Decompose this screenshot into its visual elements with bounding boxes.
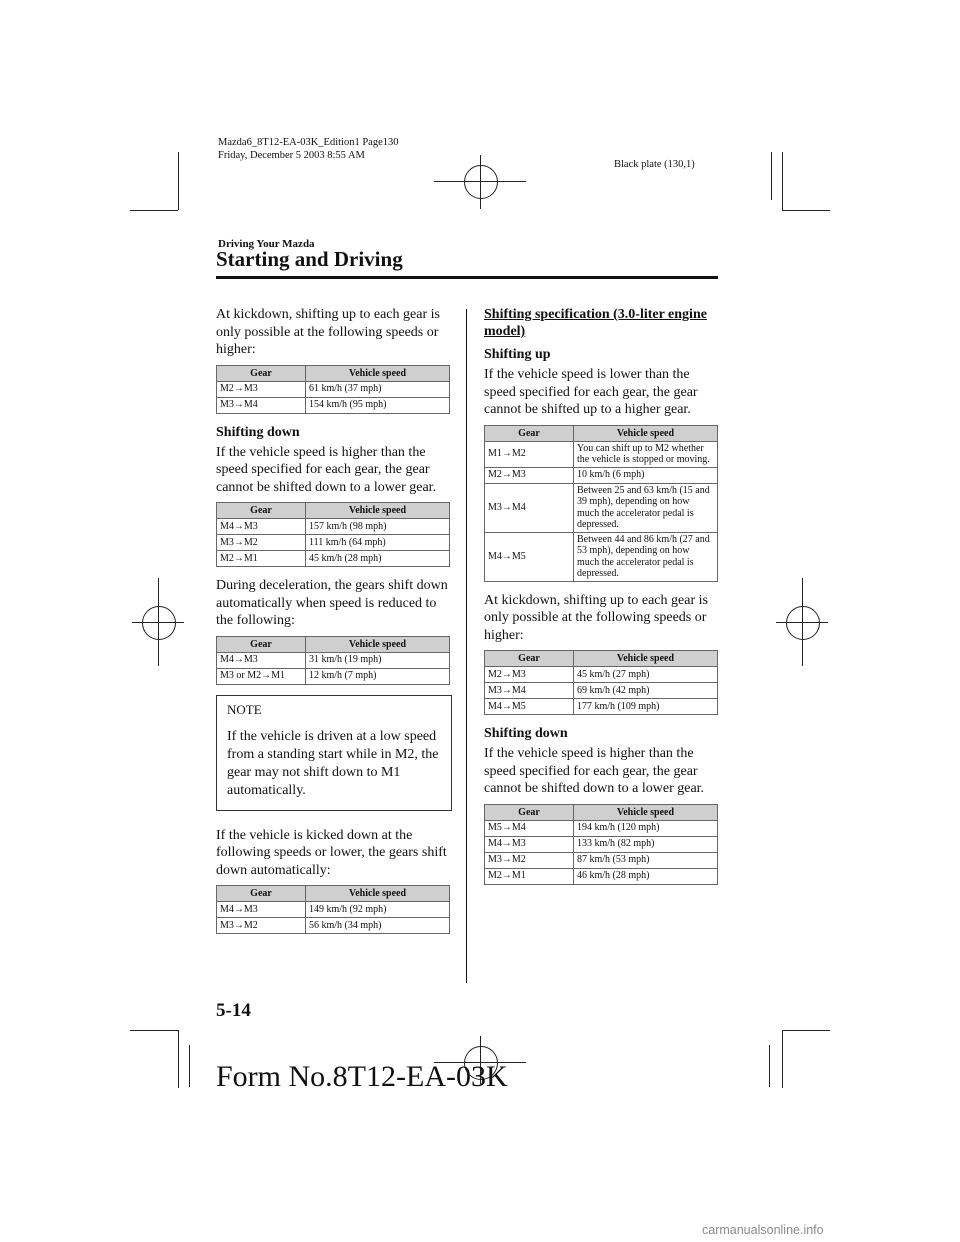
gear-cell: M3→M2	[217, 918, 306, 934]
table-row	[217, 381, 450, 397]
table-row	[485, 467, 718, 483]
table-header: Gear	[217, 503, 306, 519]
table-row	[217, 918, 450, 934]
table-row	[217, 519, 450, 535]
gear-cell: M4→M5	[485, 699, 574, 715]
table-header: Gear	[485, 425, 574, 441]
table-row	[485, 868, 718, 884]
gear-cell: M4→M3	[217, 519, 306, 535]
table-header: Gear	[485, 804, 574, 820]
spec-heading: Shifting specification (3.0-liter engine model)	[484, 307, 707, 339]
table-row	[485, 699, 718, 715]
speed-cell: 177 km/h (109 mph)	[574, 699, 718, 715]
table-header: Vehicle speed	[574, 651, 718, 667]
table-row	[217, 535, 450, 551]
speed-cell: 194 km/h (120 mph)	[574, 820, 718, 836]
speed-cell: 45 km/h (28 mph)	[306, 551, 450, 567]
gear-cell: M4→M3	[485, 836, 574, 852]
table-row	[485, 820, 718, 836]
gear-cell: M3→M4	[485, 483, 574, 532]
shifting-up-heading: Shifting up	[484, 347, 551, 362]
table-header: Gear	[217, 365, 306, 381]
table-header: Gear	[217, 636, 306, 652]
shifting-down-heading: Shifting down	[216, 424, 300, 440]
table-row	[217, 668, 450, 684]
gear-cell: M1→M2	[485, 441, 574, 467]
shifting-up-table	[484, 425, 718, 582]
gear-cell: M2→M3	[217, 381, 306, 397]
speed-cell: 111 km/h (64 mph)	[306, 535, 450, 551]
table-row	[485, 683, 718, 699]
note-title: NOTE	[227, 701, 262, 717]
speed-cell: 154 km/h (95 mph)	[306, 397, 450, 413]
speed-cell: 46 km/h (28 mph)	[574, 868, 718, 884]
speed-cell: 12 km/h (7 mph)	[306, 668, 450, 684]
gear-cell: M3 or M2→M1	[217, 668, 306, 684]
print-meta-line1: Mazda6_8T12-EA-03K_Edition1 Page130	[218, 137, 399, 148]
black-plate: Black plate (130,1)	[614, 159, 695, 170]
note-box	[216, 695, 452, 811]
print-meta	[218, 136, 399, 162]
gear-cell: M2→M3	[485, 467, 574, 483]
speed-cell: 133 km/h (82 mph)	[574, 836, 718, 852]
speed-cell: 87 km/h (53 mph)	[574, 852, 718, 868]
table-row	[217, 902, 450, 918]
deceleration-table	[216, 636, 450, 685]
speed-cell: 31 km/h (19 mph)	[306, 652, 450, 668]
kickdown-down-paragraph: If the vehicle is kicked down at the following speeds or lower, the gears shift down automatically:	[216, 827, 447, 878]
speed-cell: 69 km/h (42 mph)	[574, 683, 718, 699]
print-meta-line2: Friday, December 5 2003 8:55 AM	[218, 150, 365, 161]
kickdown-up-paragraph: At kickdown, shifting up to each gear is only possible at the following speeds or higher:	[216, 307, 440, 357]
kickdown-up-table	[216, 365, 450, 414]
speed-cell: Between 25 and 63 km/h (15 and 39 mph), depending on how much the accelerator pedal is depressed.	[574, 483, 718, 532]
speed-cell: 61 km/h (37 mph)	[306, 381, 450, 397]
shifting-down-heading-30: Shifting down	[484, 726, 568, 741]
left-column	[216, 306, 452, 944]
right-column	[484, 306, 720, 895]
table-row	[217, 551, 450, 567]
column-divider	[466, 309, 467, 983]
watermark: carmanualsonline.info	[702, 1223, 824, 1237]
table-header: Vehicle speed	[306, 636, 450, 652]
shifting-down-paragraph: If the vehicle speed is higher than the speed specified for each gear, the gear cannot be shifted down to a lower gear.	[216, 444, 437, 495]
speed-cell: 45 km/h (27 mph)	[574, 667, 718, 683]
speed-cell: You can shift up to M2 whether the vehicle is stopped or moving.	[574, 441, 718, 467]
page-title: Starting and Driving	[216, 247, 403, 271]
gear-cell: M2→M3	[485, 667, 574, 683]
gear-cell: M2→M1	[485, 868, 574, 884]
gear-cell: M3→M2	[217, 535, 306, 551]
gear-cell: M5→M4	[485, 820, 574, 836]
table-row	[485, 441, 718, 467]
title-rule	[216, 276, 718, 279]
table-header: Vehicle speed	[306, 365, 450, 381]
section-label: Driving Your Mazda	[218, 238, 315, 250]
note-text: If the vehicle is driven at a low speed from a standing start while in M2, the gear may not shift down to M1 automatically.	[227, 728, 439, 798]
table-header: Vehicle speed	[306, 886, 450, 902]
table-header: Vehicle speed	[574, 804, 718, 820]
gear-cell: M4→M5	[485, 532, 574, 581]
table-row	[485, 483, 718, 532]
gear-cell: M4→M3	[217, 902, 306, 918]
gear-cell: M3→M4	[217, 397, 306, 413]
table-row	[217, 397, 450, 413]
shifting-down-paragraph-30: If the vehicle speed is higher than the speed specified for each gear, the gear cannot be shifted down to a lower gear.	[484, 746, 705, 796]
gear-cell: M3→M2	[485, 852, 574, 868]
kickdown-up-table-30	[484, 650, 718, 715]
speed-cell: 157 km/h (98 mph)	[306, 519, 450, 535]
table-row	[485, 667, 718, 683]
shifting-up-paragraph: If the vehicle speed is lower than the speed specified for each gear, the gear cannot be shifted up to a higher gear.	[484, 367, 698, 417]
table-row	[485, 532, 718, 581]
speed-cell: Between 44 and 86 km/h (27 and 53 mph), depending on how much the accelerator pedal is depressed.	[574, 532, 718, 581]
table-row	[485, 836, 718, 852]
speed-cell: 149 km/h (92 mph)	[306, 902, 450, 918]
table-header: Vehicle speed	[306, 503, 450, 519]
deceleration-paragraph: During deceleration, the gears shift down automatically when speed is reduced to the following:	[216, 578, 448, 628]
kickdown-down-table	[216, 885, 450, 934]
shifting-down-table	[216, 502, 450, 567]
table-row	[217, 652, 450, 668]
speed-cell: 10 km/h (6 mph)	[574, 467, 718, 483]
table-header: Gear	[217, 886, 306, 902]
gear-cell: M4→M3	[217, 652, 306, 668]
table-header: Gear	[485, 651, 574, 667]
kickdown-up-paragraph-30: At kickdown, shifting up to each gear is only possible at the following speeds or higher:	[484, 592, 708, 643]
page-number: 5-14	[216, 1000, 251, 1021]
table-row	[485, 852, 718, 868]
table-header: Vehicle speed	[574, 425, 718, 441]
form-number: Form No.8T12-EA-03K	[216, 1060, 508, 1093]
speed-cell: 56 km/h (34 mph)	[306, 918, 450, 934]
gear-cell: M2→M1	[217, 551, 306, 567]
shifting-down-table-30	[484, 804, 718, 885]
gear-cell: M3→M4	[485, 683, 574, 699]
